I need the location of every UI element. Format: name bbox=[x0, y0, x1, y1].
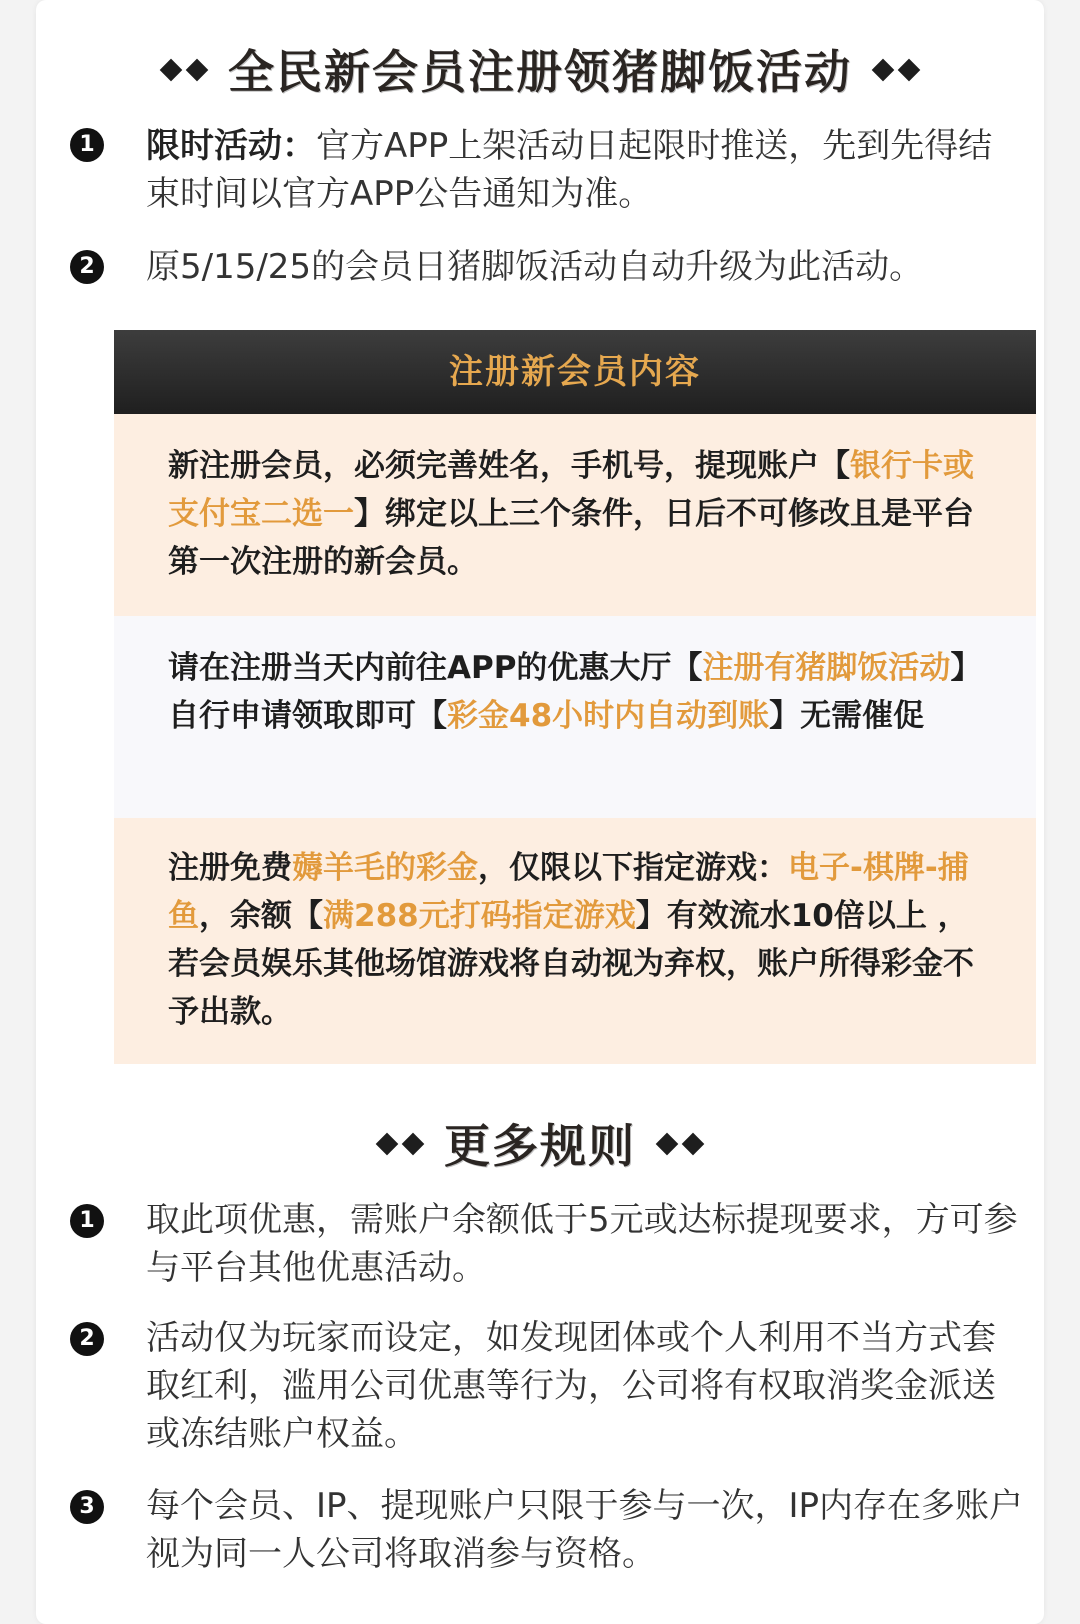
number-badge: 3 bbox=[70, 1490, 104, 1524]
table-row: 请在注册当天内前往APP的优惠大厅【注册有猪脚饭活动】自行申请领取即可【彩金48小时内自动到账】无需催促 bbox=[114, 616, 1036, 818]
number-badge: 1 bbox=[70, 128, 104, 162]
diamond-icon bbox=[898, 58, 921, 81]
highlight-text: 电子-棋牌-捕鱼 bbox=[168, 850, 969, 934]
item-lead: 限时活动： bbox=[146, 126, 316, 166]
diamond-icon bbox=[376, 1132, 399, 1155]
diamond-icon bbox=[160, 58, 183, 81]
highlight-text: 薅羊毛的彩金 bbox=[292, 850, 478, 886]
item-text: 原5/15/25的会员日猪脚饭活动自动升级为此活动。 bbox=[146, 247, 924, 287]
number-badge: 2 bbox=[70, 1322, 104, 1356]
rules-card bbox=[36, 0, 1044, 1624]
number-badge: 1 bbox=[70, 1204, 104, 1238]
item-text: 取此项优惠，需账户余额低于5元或达标提现要求，方可参与平台其他优惠活动。 bbox=[146, 1200, 1018, 1288]
item-text: 每个会员、IP、提现账户只限于参与一次，IP内存在多账户视为同一人公司将取消参与资格。 bbox=[146, 1486, 1024, 1574]
number-badge: 2 bbox=[70, 250, 104, 284]
item-text: 官方APP上架活动日起限时推送，先到先得结束时间以官方APP公告通知为准。 bbox=[146, 126, 993, 214]
more-rules-title: 更多规则 bbox=[36, 1114, 1044, 1178]
diamond-icon bbox=[656, 1132, 679, 1155]
item-text: 活动仅为玩家而设定，如发现团体或个人利用不当方式套取红利，滥用公司优惠等行为，公司将有权取消奖金派送或冻结账户权益。 bbox=[146, 1318, 996, 1454]
table-row: 注册免费薅羊毛的彩金，仅限以下指定游戏：电子-棋牌-捕鱼，余额【满288元打码指定游戏】有效流水10倍以上 ，若会员娱乐其他场馆游戏将自动视为弃权，账户所得彩金不予出款。 bbox=[114, 818, 1036, 1064]
highlight-text: 银行卡或支付宝二选一 bbox=[168, 448, 974, 532]
highlight-text: 注册有猪脚饭活动 bbox=[702, 650, 951, 686]
diamond-icon bbox=[186, 58, 209, 81]
diamond-icon bbox=[872, 58, 895, 81]
highlight-text: 满288元打码指定游戏 bbox=[323, 898, 636, 934]
table-row: 新注册会员，必须完善姓名，手机号，提现账户【银行卡或支付宝二选一】绑定以上三个条件，日后不可修改且是平台第一次注册的新会员。 bbox=[114, 414, 1036, 616]
activity-title: 全民新会员注册领猪脚饭活动 bbox=[36, 40, 1044, 104]
diamond-icon bbox=[402, 1132, 425, 1155]
table-header: 注册新会员内容 bbox=[114, 330, 1036, 414]
highlight-text: 彩金48小时内自动到账 bbox=[447, 698, 770, 734]
diamond-icon bbox=[682, 1132, 705, 1155]
